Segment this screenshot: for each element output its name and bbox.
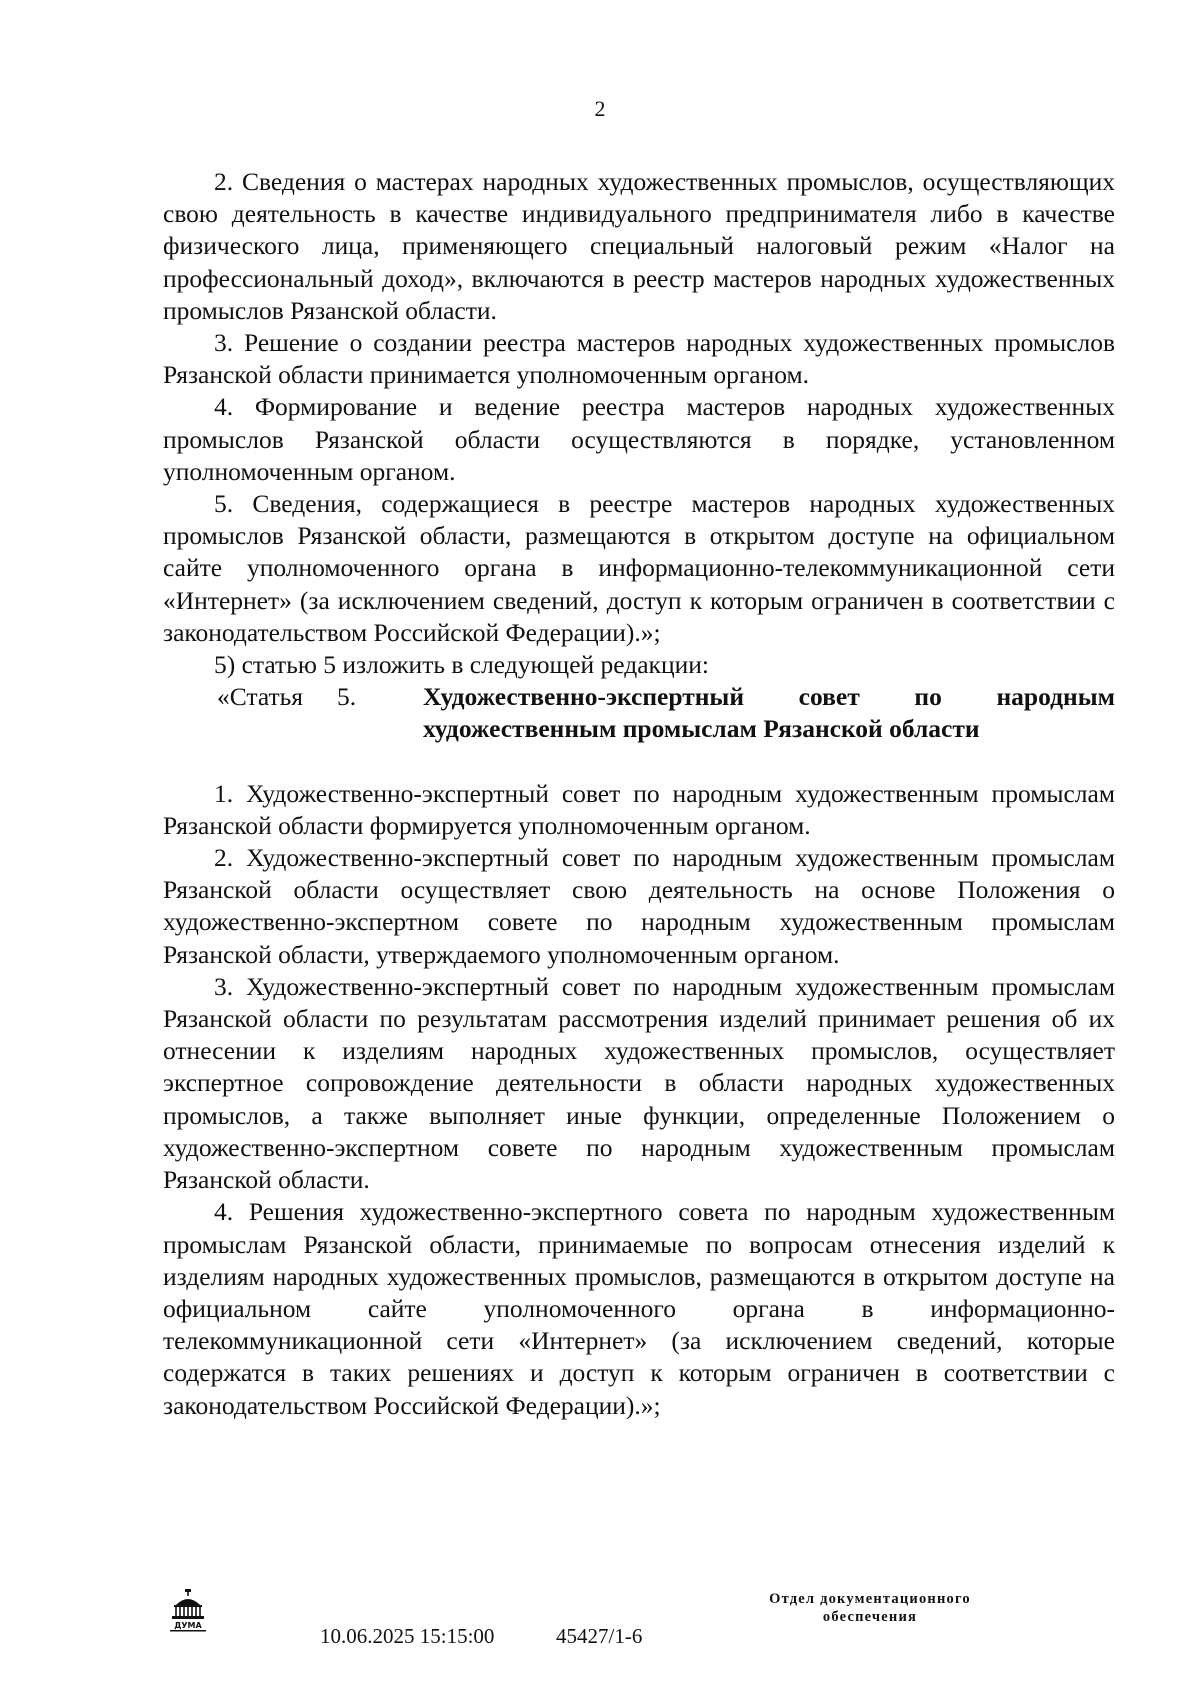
paragraph: 2. Сведения о мастерах народных художественных промыслов, осуществляющих свою деятельность в качестве индивидуального предпринимателя либо в качестве физического лица, применяющего специальный налоговый режим «Налог на профессиональный доход», включаются в реестр мастеров народных художественных промыслов Рязанской области. <box>163 167 1115 325</box>
article-paragraph: 4. Решения художественно-экспертного совета по народным художественным промыслам Рязанской области, принимаемые по вопросам отнесения изделий к изделиям народных художественных промыслов, размещаются в открытом доступе на официальном сайте уполномоченного органа в информационно-телекоммуникационной сети «Интернет» (за исключением сведений, которые содержатся в таких решениях и доступ к которым ограничен в соответствии с законодательством Российской Федерации).»; <box>163 1197 1115 1420</box>
paragraph: 4. Формирование и ведение реестра мастеров народных художественных промыслов Рязанской области осуществляются в порядке, установленном уполномоченным органом. <box>163 392 1115 486</box>
stamp-datetime: 10.06.2025 15:15:00 <box>320 1624 495 1648</box>
article-number: 5. <box>337 682 357 712</box>
paragraph: 5. Сведения, содержащиеся в реестре мастеров народных художественных промыслов Рязанской области, размещаются в открытом доступе на официальном сайте уполномоченного органа в информационно-телекоммуникационной сети «Интернет» (за исключением сведений, доступ к которым ограничен в соответствии с законодательством Российской Федерации).»; <box>163 489 1115 647</box>
document-footer <box>0 1588 1200 1668</box>
article-paragraph: 1. Художественно-экспертный совет по народным художественным промыслам Рязанской области формируется уполномоченным органом. <box>163 778 1115 840</box>
page-number: 2 <box>594 96 606 121</box>
paragraph: 5) статью 5 изложить в следующей редакции: <box>214 650 709 680</box>
paragraph: 3. Решение о создании реестра мастеров народных художественных промыслов Рязанской области принимается уполномоченным органом. <box>163 328 1115 390</box>
emblem-label: ДУМА <box>174 1621 202 1630</box>
article-paragraph: 2. Художественно-экспертный совет по народным художественным промыслам Рязанской области осуществляет свою деятельность на основе Положения о художественно-экспертном совете по народным художественным промыслам Рязанской области, утверждаемого уполномоченным органом. <box>163 843 1115 969</box>
department-line: Отдел документационного <box>769 1591 971 1607</box>
department-line: обеспечения <box>822 1609 918 1625</box>
article-paragraph: 3. Художественно-экспертный совет по народным художественным промыслам Рязанской области по результатам рассмотрения изделий принимает решения об их отнесении к изделиям народных художественных промыслов, осуществляет экспертное сопровождение деятельности в области народных художественных промыслов, а также выполняет иные функции, определенные Положением о художественно-экспертном совете по народным художественным промыслам Рязанской области. <box>163 971 1115 1195</box>
article-heading <box>163 681 1115 745</box>
stamp-doc-number: 45427/1-6 <box>556 1624 643 1648</box>
article-title: Художественно-экспертный совет по народным художественным промыслам Рязанской области <box>423 682 1115 744</box>
article-word: «Статья <box>217 682 304 712</box>
article-label <box>163 681 423 745</box>
spacer <box>163 746 1115 778</box>
duma-building-emblem-icon <box>168 1588 208 1632</box>
department-stamp <box>720 1590 1020 1626</box>
document-body <box>163 166 1115 1422</box>
